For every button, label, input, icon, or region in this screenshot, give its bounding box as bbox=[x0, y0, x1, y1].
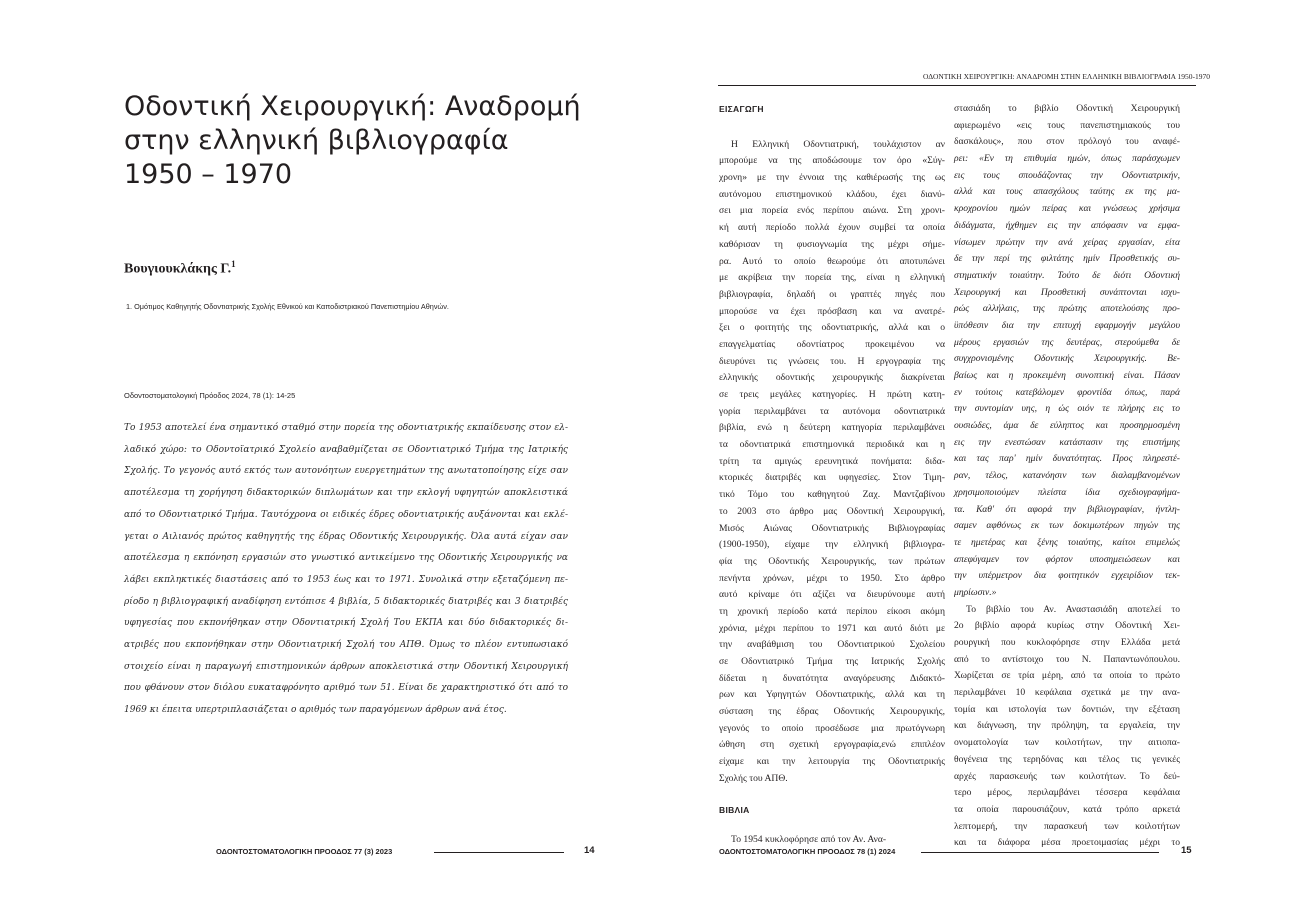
paragraph-line: τα. Καθ' ότι αφορά την βιβλιογραφίαν, ήντλη- bbox=[954, 503, 1180, 515]
abstract bbox=[124, 418, 568, 722]
paragraph-line: είχαμε και την λειτουργία της Οδοντιατρικής bbox=[719, 756, 945, 768]
paragraph-line: νίσωμεν πρώτην την ανά χείρας εργασίαν, είτα bbox=[954, 236, 1180, 248]
paragraph-line: Μισός Αιώνας Οδοντιατρικής Βιβλιογραφίας bbox=[719, 522, 945, 534]
paragraph-line: μπορούμε να της αποδώσουμε τον όρο «Σύγ- bbox=[719, 155, 945, 167]
paragraph-line: τερο μέρος, περιλαμβάνει τέσσερα κεφάλαια bbox=[954, 787, 1180, 799]
abstract-line: στοιχείο είναι η παραγωγή επιστημονικών άρθρων αποκλειστικά στην Οδοντική Χειρουργική bbox=[124, 661, 568, 672]
paragraph-line: και διάγνωση, την πρόληψη, τα εργαλεία, την bbox=[954, 720, 1180, 732]
paragraph-line: Το 1954 κυκλοφόρησε από τον Αν. Ανα- bbox=[731, 834, 887, 846]
paragraph-line: ελληνικής οδοντικής χειρουργικής διακρίνεται bbox=[719, 372, 945, 384]
author-name bbox=[124, 259, 236, 278]
running-head-rule bbox=[718, 85, 1196, 86]
paragraph-line: αφιερωμένο «εις τους πανεπιστημιακούς του bbox=[954, 119, 1180, 131]
paragraph-line: στηματικήν τοιαύτην. Τούτο δε διότι Οδοντική bbox=[954, 269, 1180, 281]
paragraph-line: σει μια πορεία ενός περίπου αιώνα. Στη χρονι- bbox=[719, 205, 945, 217]
paragraph-line: τη χρονική περίοδο κατά περίπου είκοσι ακόμη bbox=[719, 605, 945, 617]
journal-citation: Οδοντοστοματολογική Πρόοδος 2024, 78 (1): 14-25 bbox=[124, 391, 296, 400]
paragraph-line: σαμεν αφθόνως εκ των δοκιμωτέρων πηγών της bbox=[954, 520, 1180, 532]
paragraph-line: δε την περί της φιλτάτης ημίν Προσθετικής συ- bbox=[954, 253, 1180, 265]
paragraph-line: και τας παρ' ημίν δυνατότητας. Προς πληρεστέ- bbox=[954, 453, 1180, 465]
paragraph-line: με ακρίβεια την πορεία της, είναι η ελληνική bbox=[719, 272, 945, 284]
paragraph-line: ραν, τέλος, κατανόησιν των διαλαμβανομένων bbox=[954, 470, 1180, 482]
paragraph-line: ρουργική που κυκλοφόρησε στην Ελλάδα μετά bbox=[954, 637, 1180, 648]
paragraph-line: μέρους εργασιών της δευτέρας, στερούμεθα δε bbox=[954, 336, 1180, 348]
author-text: Βουγιουκλάκης Γ. bbox=[124, 261, 232, 277]
abstract-line: λαδικό χώρο: το Οδοντοϊατρικό Σχολείο αναβαθμίζεται σε Οδοντιατρικό Τμήμα της Ιατρικής bbox=[124, 444, 568, 455]
paragraph-line: εις την ενεστώσαν κατάστασιν της επιστήμης bbox=[954, 436, 1180, 448]
paragraph-line: βαίως και η προκειμένη συνοπτική είναι. Πάσαν bbox=[954, 370, 1180, 381]
footer-left bbox=[216, 847, 596, 859]
author-affiliation: 1. Ομότιμος Καθηγητής Οδοντιατρικής Σχολής Εθνικού και Καποδιστριακού Πανεπιστημίου Αθηνών. bbox=[126, 302, 449, 311]
abstract-line: Το 1953 αποτελεί ένα σημαντικό σταθμό στην πορεία της οδοντιατρικής εκπαίδευσης στον ελ- bbox=[124, 423, 568, 433]
footer-journal: ΟΔΟΝΤΟΣΤΟΜΑΤΟΛΟΓΙΚΗ ΠΡΟΟΔΟΣ 77 (3) 2023 bbox=[216, 847, 393, 856]
paragraph-line: και τα διάφορα μέσα προετοιμασίας μέχρι το bbox=[954, 837, 1180, 849]
paragraph-line: την αναβάθμιση του Οδοντιατρικού Σχολείου bbox=[719, 639, 945, 651]
paragraph-line: μπορούσε να έχει πρόσβαση και να ανατρέ- bbox=[719, 305, 945, 317]
paragraph-line: χρησιμοποιούμεν πλείστα ίδια σχεδιογραφήμα- bbox=[954, 486, 1180, 498]
paragraph-line: τα οδοντιατρικά επιστημονικά περιοδικά και η bbox=[719, 439, 945, 451]
text-column-1 bbox=[719, 101, 945, 849]
author-superscript: 1 bbox=[231, 259, 236, 269]
right-page bbox=[654, 0, 1308, 923]
paragraph-line: ξει ο φοιτητής της οδοντιατρικής, αλλά και ο bbox=[719, 322, 945, 334]
page-number: 14 bbox=[584, 845, 595, 856]
paragraph-line: από το αντίστοιχο του Ν. Παπαντωνόπουλου. bbox=[954, 653, 1180, 665]
paragraph-line: κή αυτή περίοδο πολλά έχουν συμβεί τα οποία bbox=[719, 222, 945, 234]
title-line: 1950 – 1970 bbox=[124, 159, 293, 190]
title-line: Οδοντική Χειρουργική: Αναδρομή bbox=[124, 91, 581, 122]
abstract-line: ρίοδο η βιβλιογραφική αναδίφηση εντόπισε 4 βιβλία, 5 διδακτορικές διατριβές και 3 διατριβές bbox=[124, 596, 568, 607]
paragraph-line: την υπέρμετρον δια φοιτητικόν εγχειρίδιον τεκ- bbox=[954, 570, 1180, 582]
paragraph-line: ρώς αλλήλαις, της πρώτης αποτελούσης προ- bbox=[954, 303, 1180, 315]
text-column-2 bbox=[954, 101, 1180, 852]
paragraph-line: φία της Οδοντικής Χειρουργικής, των πρώτων bbox=[719, 555, 945, 567]
paragraph-line: δασκάλους», που στον πρόλογό του αναφέ- bbox=[954, 136, 1180, 148]
paragraph-line: στασιάδη το βιβλίο Οδοντική Χειρουργική bbox=[954, 103, 1180, 114]
paragraph-line: περιλαμβάνει 10 κεφάλαια σχετικά με την ανα- bbox=[954, 687, 1180, 699]
paragraph-line: Χειρουργική και Προσθετική συνάπτονται ισχυ- bbox=[954, 286, 1180, 298]
paragraph-line: καθόρισαν τη φυσιογνωμία της μέχρι σήμε- bbox=[719, 238, 945, 250]
paragraph-line: λεπτομερή, την παρασκευή των κοιλοτήτων bbox=[954, 820, 1180, 832]
paragraph-line: θογένεια της τερηδόνας και τέλος τις γενικές bbox=[954, 753, 1180, 765]
paragraph-line: τε ημετέρας και ξένης τοιαύτης, καίτοι επιμελώς bbox=[954, 536, 1180, 548]
paragraph-line: διδάγματα, ήχθημεν εις την απόφασιν να εμφα- bbox=[954, 219, 1180, 231]
abstract-line: 1969 κι έπειτα υπερτριπλασιάζεται ο αριθμός των παραγόμενων άρθρων ανά έτος. bbox=[124, 705, 507, 716]
paragraph-line: ρει: «Εν τη επιθυμία ημών, όπως παράσχωμεν bbox=[954, 153, 1180, 165]
paragraph-line: τομία και ιστολογία των δοντιών, την εξέταση bbox=[954, 703, 1180, 715]
paragraph-line: Η Ελληνική Οδοντιατρική, τουλάχιστον αν bbox=[731, 138, 945, 150]
paragraph-line: μηρίωσιν.» bbox=[954, 586, 997, 598]
paragraph-line: (1900-1950), είχαμε την ελληνική βιβλιογρα- bbox=[719, 539, 945, 551]
running-head: ΟΔΟΝΤΙΚΗ ΧΕΙΡΟΥΡΓΙΚΗ: ΑΝΑΔΡΟΜΗ ΣΤΗΝ ΕΛΛΗΝΙΚΗ ΒΙΒΛΙΟΓΡΑΦΙΑ 1950-1970 bbox=[923, 72, 1210, 81]
paragraph-line: πενήντα χρόνων, μέχρι το 1950. Στο άρθρο bbox=[719, 572, 945, 584]
title-line: στην ελληνική βιβλιογραφία bbox=[124, 125, 509, 156]
paragraph-line: διευρύνει τις γνώσεις του. Η εργογραφία της bbox=[719, 355, 945, 367]
paragraph-line: αρχές παρασκευής των κοιλοτήτων. Το δεύ- bbox=[954, 770, 1180, 782]
abstract-line: που φθάνουν στον διόλου ευκαταφρόνητο αριθμό των 51. Είναι δε χαρακτηριστικό ότι από το bbox=[124, 683, 568, 694]
spacer bbox=[719, 118, 945, 137]
paragraph-line: γεγονός το οποίο προσέδωσε μια πρωτόγνωρη bbox=[719, 722, 945, 734]
paragraph-line: αυτόνομου επιστημονικού κλάδου, έχει διανύ- bbox=[719, 188, 945, 200]
paragraph-line: Σχολής του ΑΠΘ. bbox=[719, 772, 788, 784]
footer-rule bbox=[921, 852, 1159, 853]
paragraph-line: ρα. Αυτό το οποίο θεωρούμε ότι αποτυπώνει bbox=[719, 255, 945, 267]
paragraph-line: κροχρονίου ημών πείρας και γνώσεως χρήσιμα bbox=[954, 203, 1180, 215]
paragraph-line: κτορικές διατριβές και υφηγεσίες. Στον Τιμη- bbox=[719, 472, 945, 484]
spacer bbox=[719, 788, 945, 802]
footer-rule bbox=[434, 852, 564, 853]
paragraph-line: απεφύγαμεν τον φόρτον υποσημειώσεων και bbox=[954, 553, 1180, 565]
paragraph-line: βιβλιογραφία, δηλαδή οι γραπτές πηγές που bbox=[719, 288, 945, 300]
paragraph-line: σύσταση της έδρας Οδοντικής Χειρουργικής, bbox=[719, 706, 945, 718]
paragraph-line: τρίτη τα αμιγώς ερευνητικά πονήματα: διδα- bbox=[719, 455, 945, 467]
abstract-line: υφηγεσίας που εκπονήθηκαν στην Οδοντιατρική Σχολή Του ΕΚΠΑ και δύο διδακτορικές δι- bbox=[124, 618, 568, 629]
paragraph-line: αλλά και τους απασχόλους ταύτης εκ της μα- bbox=[954, 186, 1180, 198]
paragraph-line: ώθηση στη σχετική εργογραφία,ενώ επιπλέον bbox=[719, 739, 945, 751]
paragraph-line: τικό Τόμο του καθηγητού Ζαχ. Μαντζαβίνου bbox=[719, 489, 945, 501]
footer-right bbox=[719, 847, 1195, 859]
spacer bbox=[719, 818, 945, 832]
abstract-line: Σχολής. Το γεγονός αυτό εκτός των αυτονόητων ευεργετημάτων της ανωτατοποίησης είχε σαν bbox=[124, 466, 568, 477]
paragraph-line: 2ο βιβλίο αφορά κυρίως στην Οδοντική Χει- bbox=[954, 620, 1180, 632]
paragraph-line: γορία περιλαμβάνει τα αυτόνομα οδοντιατρικά bbox=[719, 405, 945, 417]
footer-journal: ΟΔΟΝΤΟΣΤΟΜΑΤΟΛΟΓΙΚΗ ΠΡΟΟΔΟΣ 78 (1) 2024 bbox=[719, 847, 896, 856]
page-number: 15 bbox=[1181, 845, 1192, 856]
paragraph-line: σε Οδοντιατρικό Τμήμα της Ιατρικής Σχολής bbox=[719, 656, 945, 667]
paragraph-line: ϋπόθεσιν δια την επιτυχή εφαρμογήν μεγάλου bbox=[954, 319, 1180, 331]
section-heading-books: ΒΙΒΛΙΑ bbox=[719, 804, 750, 815]
paragraph-line: συγχρονισμένης Οδοντικής Χειρουργικής. Βε- bbox=[954, 353, 1180, 365]
intro-paragraph bbox=[719, 137, 945, 788]
abstract-line: αποτέλεσμα η εκπόνηση εργασιών στο γνωστικό αντικείμενο της Οδοντικής Χειρουργικής να bbox=[124, 553, 568, 564]
paragraph-line: το 2003 στο άρθρο μας Οδοντική Χειρουργική, bbox=[719, 505, 945, 517]
abstract-line: γεται ο Αιλιανός πρώτος καθηγητής της έδρας Οδοντικής Χειρουργικής. Όλα αυτά είχαν σαν bbox=[124, 531, 568, 542]
paragraph-line: χρόνια, μέχρι περίπου το 1971 και αυτό διότι με bbox=[719, 622, 945, 634]
abstract-line: ατριβές που εκπονήθηκαν στην Οδοντιατρική Σχολή του ΑΠΘ. Όμως το πλέον εντυπωσιακό bbox=[124, 640, 568, 651]
paragraph-line: ρων και Υφηγητών Οδοντιατρικής, αλλά και τη bbox=[719, 689, 945, 701]
paragraph-line: χρονη» με την έννοια της καθιέρωσής της ως bbox=[719, 172, 945, 184]
abstract-line: από το Οδοντιατρικό Τμήμα. Ταυτόχρονα οι ειδικές έδρες οδοντιατρικής αυξάνονται και εκλέ- bbox=[124, 509, 568, 520]
paragraph-line: σε τρεις μεγάλες κατηγορίες. Η πρώτη κατη- bbox=[719, 389, 945, 400]
paragraph-line: την συντομίαν υης, η ώς οιόν τε πλήρης εις το bbox=[954, 403, 1180, 415]
paragraph-line: βιβλία, ενώ η δεύτερη κατηγορία περιλαμβάνει bbox=[719, 422, 945, 434]
paragraph-line: ουσιώδες, άμα δε εύληπτος και προσηρμοσμένη bbox=[954, 420, 1180, 432]
abstract-line: λάβει εκπληκτικές διαστάσεις από το 1953 έως και το 1971. Συνολικά στην εξεταζόμενη πε- bbox=[124, 574, 568, 585]
paragraph-line: τα οποία παρουσιάζουν, κατά τρόπο αρκετά bbox=[954, 803, 1180, 815]
abstract-line: αποτέλεσμα τη χορήγηση διδακτορικών διπλωμάτων και την εκλογή υφηγητών αποκλειστικά bbox=[124, 488, 568, 499]
paragraph-line: επαγγελματίας οδοντίατρος προκειμένου να bbox=[719, 338, 945, 350]
section-heading-intro: ΕΙΣΑΓΩΓΗ bbox=[719, 104, 764, 114]
paragraph-line: αυτό κρίναμε ότι αξίζει να διευρύνουμε αυτή bbox=[719, 589, 945, 601]
paragraph-line: Το βιβλίο του Αν. Αναστασιάδη αποτελεί το bbox=[966, 603, 1180, 615]
paragraph-line: ονοματολογία των κοιλοτήτων, την αιτιοπα- bbox=[954, 737, 1180, 749]
paragraph-line: εις τους σπουδάζοντας την Οδοντιατρικήν, bbox=[954, 169, 1180, 181]
paragraph-line: εν τούτοις κατεβάλομεν φροντίδα όπως, παρά bbox=[954, 386, 1180, 398]
paragraph-line: δίδεται η δυνατότητα αναγόρευσης Διδακτό- bbox=[719, 672, 945, 684]
paragraph-line: Χωρίζεται σε τρία μέρη, από τα οποία το πρώτο bbox=[954, 670, 1180, 682]
article-title bbox=[124, 90, 594, 192]
